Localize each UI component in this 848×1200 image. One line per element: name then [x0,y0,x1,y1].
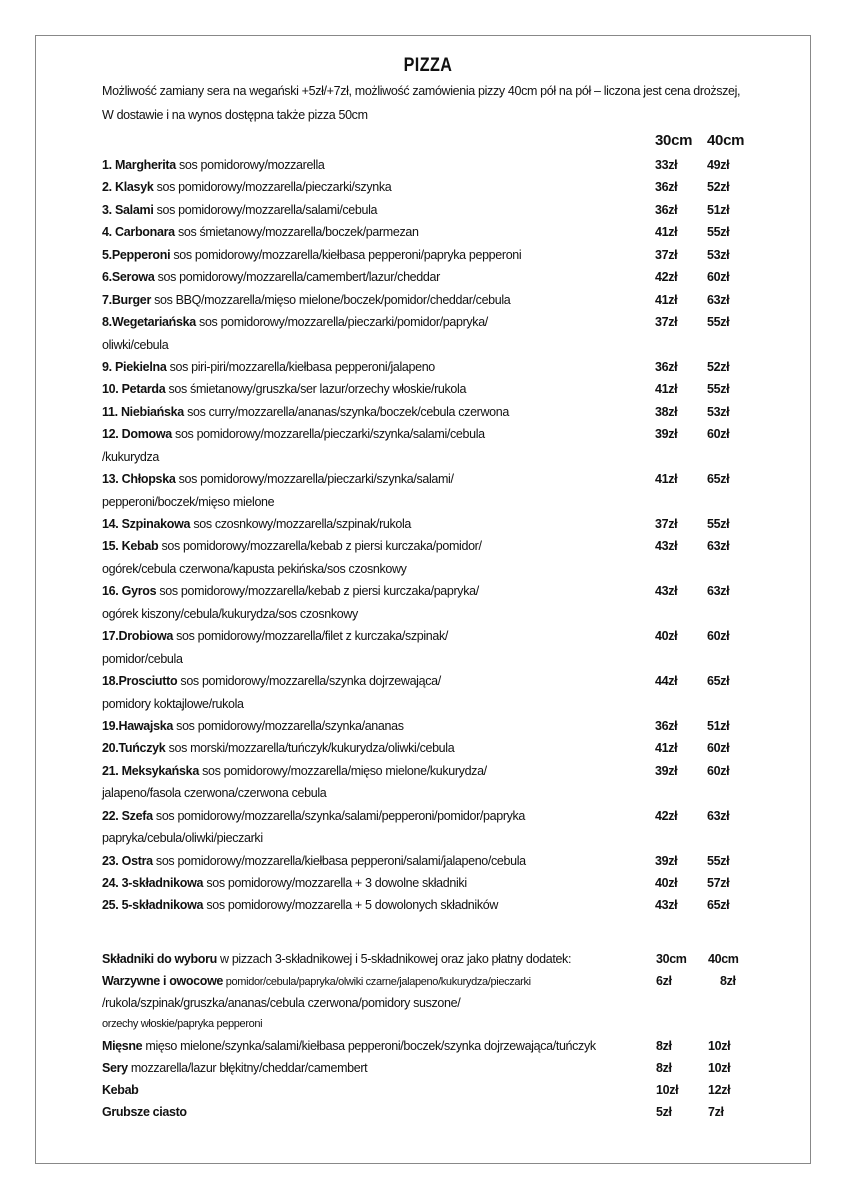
price-40: 10zł [708,1060,731,1075]
pizza-name: 1. Margherita [102,158,176,172]
pizza-item [102,266,802,288]
price-40: 7zł [708,1104,724,1119]
pizza-desc: sos pomidorowy/mozzarella/kebab z piersi kurczaka/papryka/ [156,584,479,599]
toppings-heading: Składniki do wyboru [102,952,217,966]
pizza-item [102,535,802,557]
price-40cm: 55zł [707,225,730,240]
pizza-item [102,670,802,692]
topping-name: Mięsne [102,1039,143,1054]
price-30cm: 41zł [655,472,678,487]
pizza-desc: sos pomidorowy/mozzarella/kiełbasa pepperoni/salami/jalapeno/cebula [152,853,526,868]
pizza-name: 18.Prosciutto [102,674,178,689]
pizza-item [102,625,802,647]
topping-cheese [102,1058,802,1080]
pizza-name: 24. 3-składnikowa [102,876,204,890]
pizza-desc: sos pomidorowy/mozzarella [175,158,325,172]
pizza-item [102,356,802,378]
price-30cm: 41zł [655,292,678,307]
pizza-item [102,760,802,782]
pizza-desc: sos śmietanowy/mozzarella/boczek/parmezan [174,225,419,240]
pizza-desc: sos pomidorowy/mozzarella/szynka/ananas [173,718,404,733]
intro-line-1: Możliwość zamiany sera na wegański +5zł/+7zł, możliwość zamówienia pizzy 40cm pół na pół – liczona jest cena droższej, [102,84,741,98]
pizza-name: 20.Tuńczyk [102,741,166,756]
pizza-name: 22. Szefa [102,808,153,823]
intro-line-2: W dostawie i na wynos dostępna także pizza 50cm [102,108,368,122]
pizza-item [102,154,802,176]
pizza-name: 12. Domowa [102,427,172,442]
topping-veg-cont-1: /rukola/szpinak/gruszka/ananas/cebula czerwona/pomidory suszone/ [102,995,461,1010]
size-header-40cm: 40cm [707,132,745,149]
price-30cm: 42zł [655,808,678,823]
price-40cm: 55zł [707,382,730,397]
pizza-name: 13. Chłopska [102,472,176,487]
topping-thick-crust [102,1102,802,1124]
pizza-desc: sos śmietanowy/gruszka/ser lazur/orzechy włoskie/rukola [165,382,467,397]
pizza-name: 3. Salami [102,202,154,217]
price-30cm: 36zł [655,180,678,195]
pizza-item [102,401,802,423]
pizza-desc: sos pomidorowy/mozzarella/mięso mielone/kukurydza/ [198,763,487,778]
topping-name: Kebab [102,1082,139,1097]
pizza-desc-continued: ogórek kiszony/cebula/kukurydza/sos czosnkowy [102,606,358,621]
pizza-name: 7.Burger [102,292,152,307]
price-40cm: 60zł [707,741,730,756]
topping-desc: mozzarella/lazur błękitny/cheddar/camembert [127,1060,368,1075]
price-40cm: 51zł [707,202,730,217]
price-30cm: 43zł [655,898,678,913]
pizza-item [102,805,802,827]
price-30cm: 36zł [655,718,678,733]
pizza-item [102,894,802,916]
pizza-name: 23. Ostra [102,853,153,868]
pizza-desc: sos pomidorowy/mozzarella/kiełbasa pepperoni/papryka pepperoni [170,247,522,262]
price-30cm: 37zł [655,517,678,531]
pizza-desc-continued: pepperoni/boczek/mięso mielone [102,494,275,509]
pizza-name: 2. Klasyk [102,180,154,195]
size-header-30cm: 30cm [655,132,693,149]
pizza-desc-continued: pomidor/cebula [102,651,183,666]
price-30cm: 36zł [655,202,678,217]
pizza-name: 6.Serowa [102,270,155,285]
pizza-item [102,513,802,535]
price-40cm: 60zł [707,270,730,285]
price-40cm: 63zł [707,808,730,823]
pizza-desc-continued: pomidory koktajlowe/rukola [102,696,244,711]
pizza-name: 21. Meksykańska [102,763,199,778]
pizza-desc: sos piri-piri/mozzarella/kiełbasa pepperoni/jalapeno [166,359,435,374]
price-30cm: 38zł [655,404,678,419]
pizza-name: 9. Piekielna [102,359,167,374]
pizza-item [102,199,802,221]
pizza-name: 16. Gyros [102,584,157,599]
toppings-heading-note: w pizzach 3-składnikowej i 5-składnikowej oraz jako płatny dodatek: [216,952,572,966]
pizza-name: 25. 5-składnikowa [102,898,204,913]
pizza-item [102,872,802,894]
price-30cm: 43zł [655,584,678,599]
pizza-desc: sos pomidorowy/mozzarella/szynka dojrzewająca/ [177,674,441,689]
topping-name: Sery [102,1060,128,1075]
pizza-desc: sos pomidorowy/mozzarella/kebab z piersi kurczaka/pomidor/ [158,539,482,554]
pizza-item [102,289,802,311]
pizza-desc: sos pomidorowy/mozzarella/szynka/salami/pepperoni/pomidor/papryka [152,808,526,823]
pizza-desc: sos pomidorowy/mozzarella/pieczarki/szynka [153,180,392,195]
price-40cm: 53zł [707,404,730,419]
price-30cm: 37zł [655,315,678,330]
topping-veg [102,971,802,993]
pizza-item [102,176,802,198]
pizza-desc-continued: ogórek/cebula czerwona/kapusta pekińska/sos czosnkowy [102,561,407,576]
toppings-section [102,949,802,1123]
price-30cm: 37zł [655,247,678,262]
pizza-desc: sos pomidorowy/mozzarella/salami/cebula [153,202,378,217]
toppings-header [102,949,802,971]
pizza-name: 19.Hawajska [102,718,174,733]
toppings-size-30cm: 30cm [656,952,687,966]
price-40cm: 51zł [707,718,730,733]
page-title: PIZZA [403,55,453,76]
pizza-item [102,311,802,333]
pizza-item [102,468,802,490]
price-40: 12zł [708,1082,731,1097]
price-40: 10zł [708,1039,731,1054]
price-40cm: 65zł [707,472,730,487]
topping-veg-cont-2: orzechy włoskie/papryka pepperoni [102,1018,263,1031]
pizza-desc: sos pomidorowy/mozzarella/pieczarki/szynka/salami/ [175,472,454,487]
price-30: 10zł [656,1082,679,1097]
pizza-desc: sos pomidorowy/mozzarella + 3 dowolne składniki [203,876,467,890]
price-30cm: 41zł [655,225,678,240]
topping-desc: pomidor/cebula/papryka/olwiki czarne/jalapeno/kukurydza/pieczarki [223,975,531,988]
pizza-name: 4. Carbonara [102,225,175,240]
price-30cm: 39zł [655,763,678,778]
pizza-name: 17.Drobiowa [102,629,174,644]
price-30cm: 40zł [655,876,678,890]
price-30cm: 41zł [655,741,678,756]
price-30cm: 33zł [655,158,678,172]
price-30cm: 43zł [655,539,678,554]
topping-name: Warzywne i owocowe [102,973,224,988]
pizza-desc: sos pomidorowy/mozzarella/pieczarki/pomidor/papryka/ [195,315,488,330]
price-40cm: 63zł [707,292,730,307]
price-30cm: 41zł [655,382,678,397]
price-40cm: 57zł [707,876,730,890]
pizza-desc: sos BBQ/mozzarella/mięso mielone/boczek/pomidor/cheddar/cebula [151,292,511,307]
pizza-desc-continued: /kukurydza [102,449,159,464]
price-40cm: 63zł [707,539,730,554]
pizza-name: 11. Niebiańska [102,404,184,419]
pizza-item [102,737,802,759]
pizza-desc-continued: jalapeno/fasola czerwona/czerwona cebula [102,786,327,801]
price-30cm: 42zł [655,270,678,285]
pizza-desc: sos pomidorowy/mozzarella + 5 dowolonych składników [203,898,498,913]
topping-kebab [102,1080,802,1102]
price-30cm: 40zł [655,629,678,644]
toppings-size-40cm: 40cm [708,952,739,966]
price-40cm: 65zł [707,898,730,913]
pizza-name: 5.Pepperoni [102,247,171,262]
pizza-list [102,154,802,917]
price-40cm: 60zł [707,629,730,644]
price-30: 5zł [656,1104,672,1119]
pizza-desc: sos pomidorowy/mozzarella/camembert/lazur/cheddar [154,270,440,285]
price-40cm: 52zł [707,180,730,195]
price-40cm: 60zł [707,427,730,442]
price-40cm: 65zł [707,674,730,689]
pizza-item [102,221,802,243]
pizza-desc: sos czosnkowy/mozzarella/szpinak/rukola [190,517,412,531]
pizza-desc: sos pomidorowy/mozzarella/pieczarki/szynka/salami/cebula [171,427,485,442]
pizza-name: 14. Szpinakowa [102,517,191,531]
price-40cm: 53zł [707,247,730,262]
price-40cm: 60zł [707,763,730,778]
price-30cm: 39zł [655,427,678,442]
topping-name: Grubsze ciasto [102,1104,187,1119]
pizza-desc: sos morski/mozzarella/tuńczyk/kukurydza/oliwki/cebula [165,741,455,756]
price-30cm: 36zł [655,359,678,374]
price-40cm: 55zł [707,517,730,531]
topping-desc: mięso mielone/szynka/salami/kiełbasa pepperoni/boczek/szynka dojrzewająca/tuńczyk [142,1039,596,1054]
pizza-item [102,244,802,266]
price-30: 6zł [656,973,672,988]
pizza-item [102,423,802,445]
price-40cm: 63zł [707,584,730,599]
pizza-desc: sos curry/mozzarella/ananas/szynka/boczek/cebula czerwona [183,404,509,419]
pizza-name: 10. Petarda [102,382,166,397]
pizza-desc: sos pomidorowy/mozzarella/filet z kurczaka/szpinak/ [173,629,448,644]
pizza-item [102,580,802,602]
price-30: 8zł [656,1039,672,1054]
pizza-item [102,850,802,872]
price-40cm: 49zł [707,158,730,172]
pizza-name: 15. Kebab [102,539,159,554]
price-40: 8zł [720,973,736,988]
pizza-item [102,715,802,737]
pizza-item [102,378,802,400]
pizza-desc-continued: oliwki/cebula [102,337,169,352]
price-40cm: 55zł [707,315,730,330]
price-30cm: 39zł [655,853,678,868]
price-40cm: 55zł [707,853,730,868]
price-40cm: 52zł [707,359,730,374]
pizza-desc-continued: papryka/cebula/oliwki/pieczarki [102,831,263,846]
pizza-name: 8.Wegetariańska [102,315,196,330]
topping-meat [102,1036,802,1058]
price-30: 8zł [656,1060,672,1075]
price-30cm: 44zł [655,674,678,689]
